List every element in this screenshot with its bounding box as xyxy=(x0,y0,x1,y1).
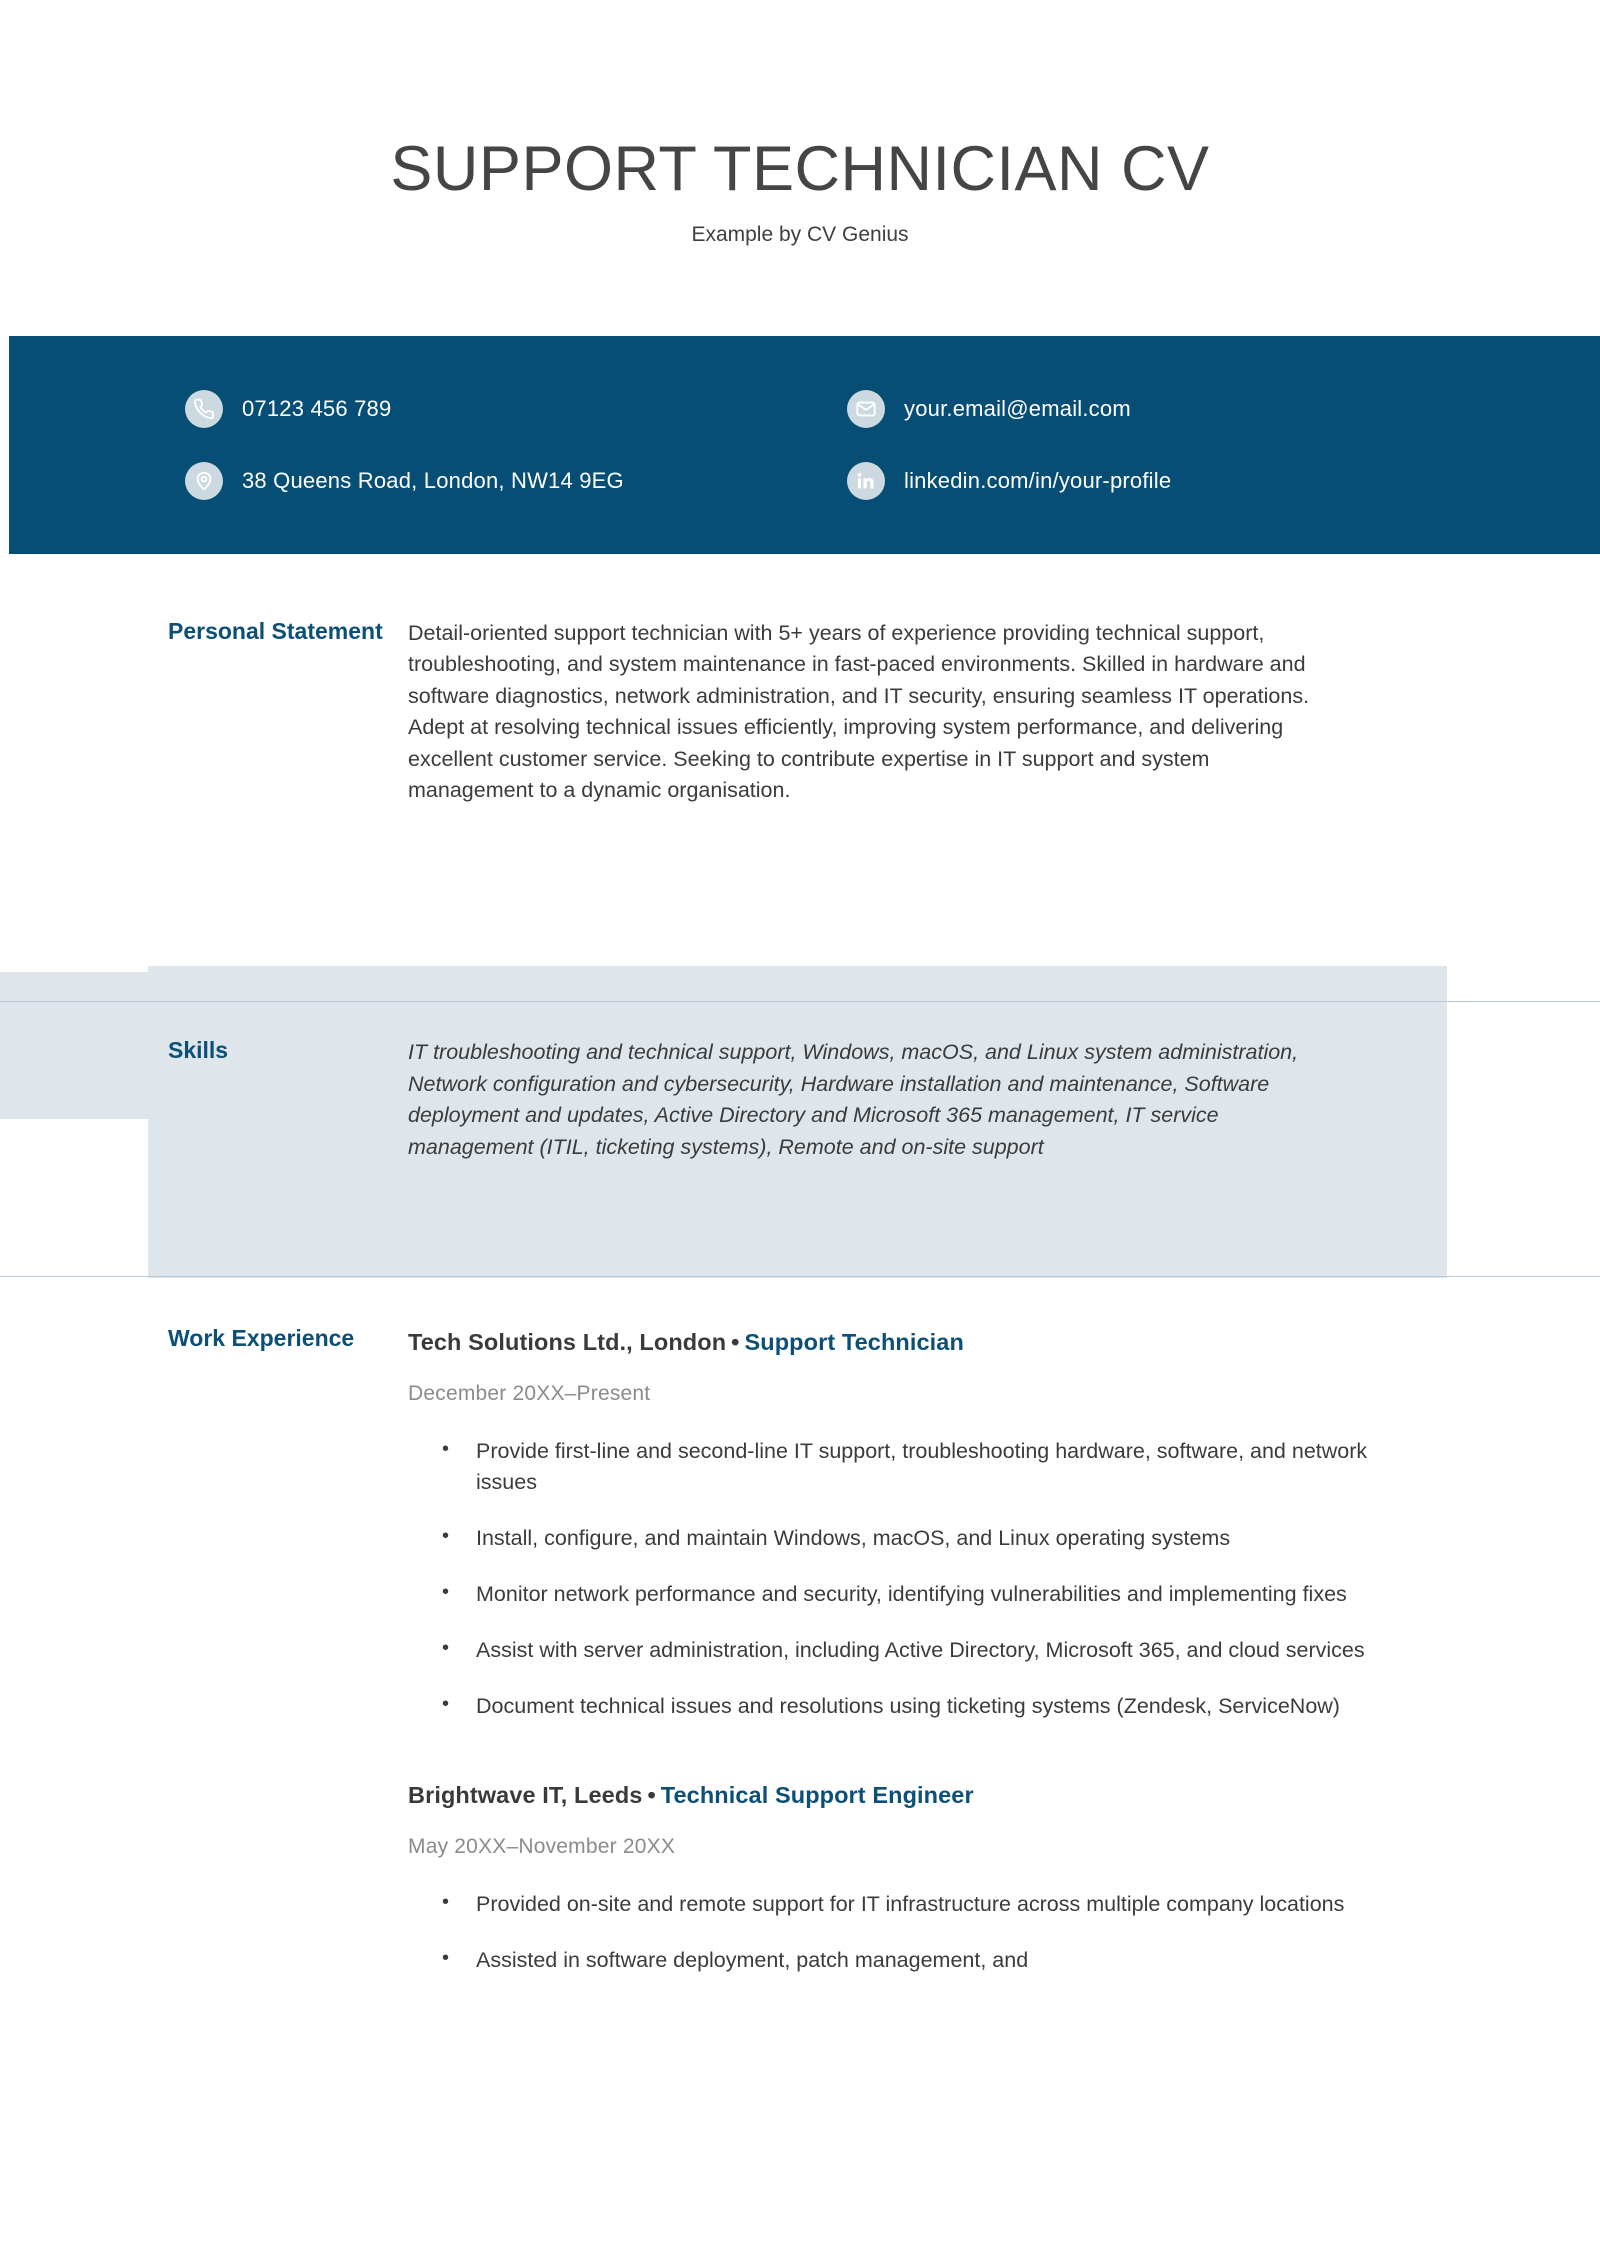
job-bullet: • Assisted in software deployment, patch management, and xyxy=(408,1945,1376,1976)
section-personal-statement xyxy=(163,618,1423,806)
email-value: your.email@email.com xyxy=(904,396,1131,421)
job-bullet: • Install, configure, and maintain Windows, macOS, and Linux operating systems xyxy=(408,1523,1376,1554)
job-heading xyxy=(408,1325,1463,1359)
phone-value: 07123 456 789 xyxy=(242,396,392,421)
job-bullet: • Monitor network performance and security, identifying vulnerabilities and implementing fixes xyxy=(408,1579,1376,1610)
personal-statement-body: Detail-oriented support technician with 5+ years of experience providing technical support, troubleshooting, and system maintenance in fast-paced environments. Skilled in hardware and software diagnostics, network administration, and IT security, ensuring seamless IT operations. Adept at resolving technical issues efficiently, improving system performance, and delivering excellent customer service. Seeking to contribute expertise in IT support and system management to a dynamic organisation. xyxy=(408,621,1310,802)
skills-body: IT troubleshooting and technical support, Windows, macOS, and Linux system administration, Network configuration and cybersecurity, Hardware installation and maintenance, Software deployment and updates, Active Directory and Microsoft 365 management, IT service management (ITIL, ticketing systems), Remote and on-site support xyxy=(408,1040,1299,1159)
job-bullet: • Provided on-site and remote support for IT infrastructure across multiple company locations xyxy=(408,1889,1376,1920)
job-heading xyxy=(408,1778,1463,1812)
section-skills xyxy=(163,1037,1423,1163)
job-dates: May 20XX–November 20XX xyxy=(408,1834,676,1858)
contact-email[interactable] xyxy=(847,389,1385,429)
job-entry xyxy=(408,1325,1463,1722)
job-separator: • xyxy=(647,1781,656,1808)
job-entry xyxy=(408,1778,1463,1976)
job-bullet: • Document technical issues and resolutions using ticketing systems (Zendesk, ServiceNow) xyxy=(408,1691,1376,1722)
page-subtitle: Example by CV Genius xyxy=(691,223,909,246)
contact-phone[interactable] xyxy=(185,389,847,429)
section-work-experience xyxy=(163,1325,1463,2001)
page-title: SUPPORT TECHNICIAN CV xyxy=(390,134,1210,204)
contact-grid xyxy=(185,389,1385,501)
phone-icon xyxy=(185,390,223,428)
contact-address[interactable] xyxy=(185,461,847,501)
linkedin-value: linkedin.com/in/your-profile xyxy=(904,468,1172,493)
contact-linkedin[interactable] xyxy=(847,461,1385,501)
job-bullet: • Provide first-line and second-line IT support, troubleshooting hardware, software, and network issues xyxy=(408,1436,1376,1498)
linkedin-icon xyxy=(847,462,885,500)
section-label-skills: Skills xyxy=(168,1037,229,1063)
section-label-work-experience: Work Experience xyxy=(168,1325,355,1351)
work-experience-body xyxy=(408,1325,1463,2001)
location-pin-icon xyxy=(185,462,223,500)
job-bullet-list xyxy=(408,1889,1463,1976)
section-label-personal-statement: Personal Statement xyxy=(168,618,383,644)
divider-below-skills xyxy=(0,1276,1600,1277)
job-bullet-list xyxy=(408,1436,1463,1722)
divider-above-skills xyxy=(0,1001,1600,1002)
job-dates: December 20XX–Present xyxy=(408,1382,651,1406)
job-bullet: • Assist with server administration, including Active Directory, Microsoft 365, and cloud services xyxy=(408,1635,1376,1666)
job-title: Technical Support Engineer xyxy=(660,1781,974,1808)
job-company: Tech Solutions Ltd., London xyxy=(408,1329,727,1355)
address-value: 38 Queens Road, London, NW14 9EG xyxy=(242,468,624,493)
job-title: Support Technician xyxy=(744,1329,964,1355)
job-company: Brightwave IT, Leeds xyxy=(408,1781,643,1808)
contact-header-band xyxy=(9,336,1600,554)
job-separator: • xyxy=(731,1329,740,1355)
title-block xyxy=(0,0,1600,247)
envelope-icon xyxy=(847,390,885,428)
